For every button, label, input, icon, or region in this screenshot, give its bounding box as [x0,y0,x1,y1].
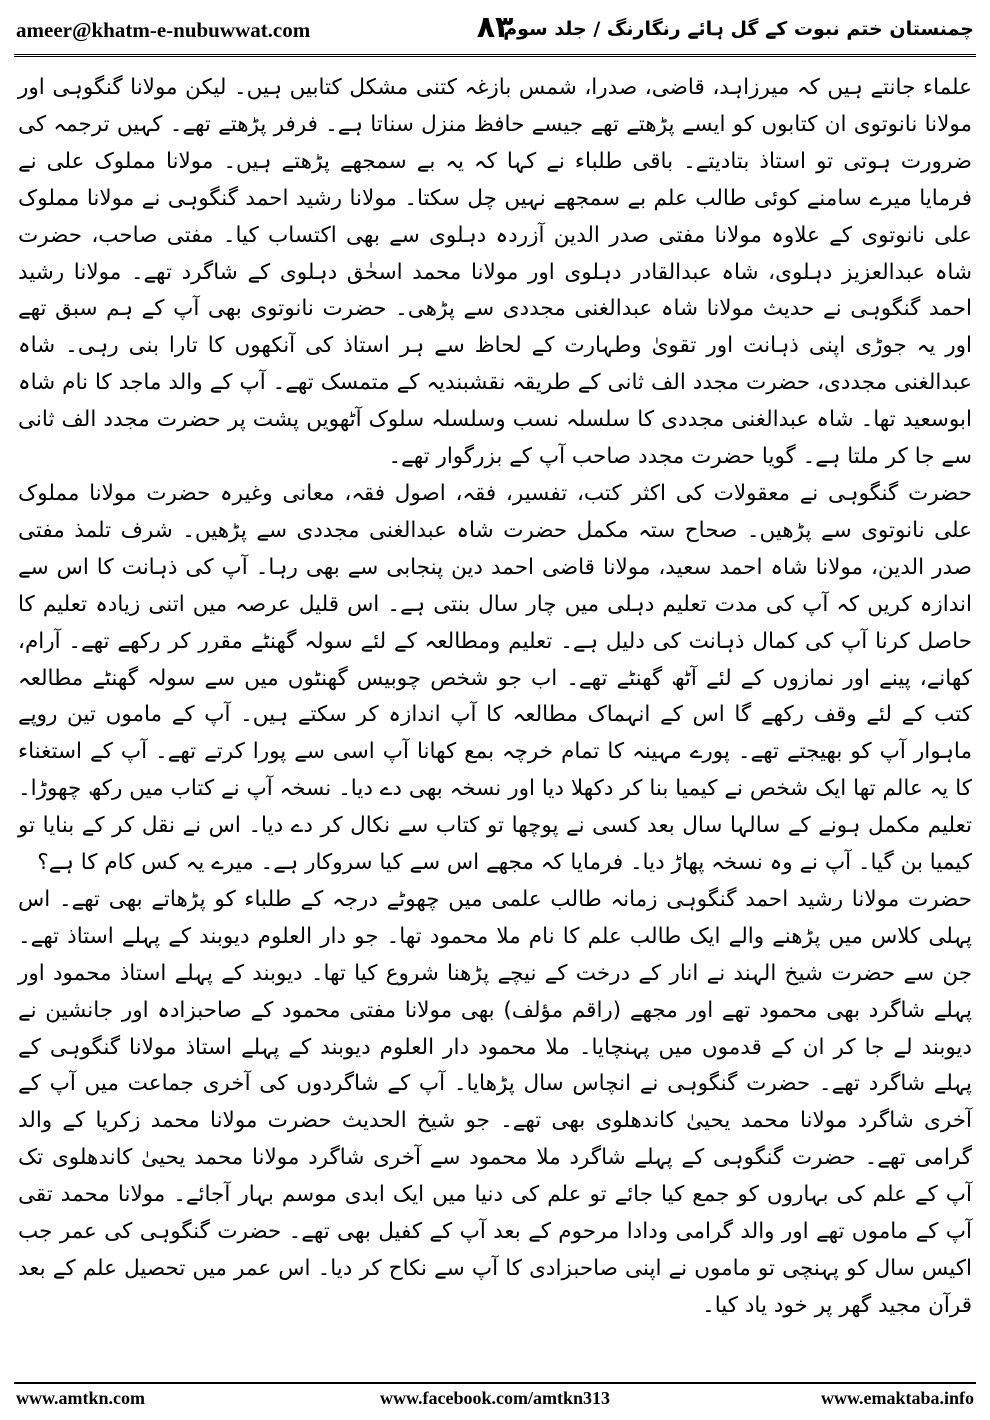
book-title: چمنستان ختم نبوت کے گل ہائے رنگارنگ / جلد سوم [503,18,974,40]
page-footer [14,1388,976,1412]
paragraph: علماء جانتے ہیں کہ میرزاہد، قاضی، صدرا، شمس بازغہ کتنی مشکل کتابیں ہیں۔ لیکن مولانا گنگوہی اور مولانا نانوتوی ان کتابوں کو ایسے پڑھتے تھے جیسے حافظ منزل سناتا ہے۔ فرفر پڑھتے تھے۔ کہیں ترجمہ کی ضرورت ہوتی تو استاذ بتادیتے۔ باقی طلباء نے کہا کہ یہ بے سمجھے پڑھتے ہیں۔ مولانا مملوک علی نے فرمایا میرے سامنے کوئی طالب علم بے سمجھے نہیں چل سکتا۔ مولانا رشید احمد گنگوہی نے مولانا مملوک علی نانوتوی کے علاوہ مولانا مفتی صدر الدین آزردہ دہلوی سے بھی اکتساب کیا۔ مفتی صاحب، حضرت شاہ عبدالعزیز دہلوی، شاہ عبدالقادر دہلوی اور مولانا محمد اسحٰق دہلوی کے شاگرد تھے۔ مولانا رشید احمد گنگوہی نے حدیث مولانا شاہ عبدالغنی مجددی سے پڑھی۔ حضرت نانوتوی بھی آپ کے ہم سبق تھے اور یہ جوڑی اپنی ذہانت اور تقویٰ وطہارت کے لحاظ سے ہر استاذ کی آنکھوں کا تارا بنی رہی۔ شاہ عبدالغنی مجددی، حضرت مجدد الف ثانی کے طریقہ نقشبندیہ کے متمسک تھے۔ آپ کے والد ماجد کا نام شاہ ابوسعید تھا۔ شاہ عبدالغنی مجددی کا سلسلہ نسب وسلسلہ سلوک آٹھویں پشت پر حضرت مجدد الف ثانی سے جا کر ملتا ہے۔ گویا حضرت مجدد صاحب آپ کے بزرگوار تھے۔ [18,75,972,470]
footer-link-emaktaba[interactable]: www.emaktaba.info [820,1388,974,1408]
header-email[interactable]: ameer@khatm-e-nubuwwat.com [16,18,311,42]
page-number: ۸۳ [476,10,514,45]
page-header [14,10,976,52]
header-divider [14,54,976,57]
paragraph: حضرت گنگوہی نے معقولات کی اکثر کتب، تفسیر، فقہ، اصول فقہ، معانی وغیرہ حضرت مولانا مملوک علی نانوتوی سے پڑھیں۔ صحاح ستہ مکمل حضرت شاہ عبدالغنی مجددی سے پڑھیں۔ شرف تلمذ مفتی صدر الدین، مولانا شاہ احمد سعید، مولانا قاضی احمد دین پنجابی سے بھی رہا۔ آپ کی ذہانت کا اس سے اندازہ کریں کہ آپ کی مدت تعلیم دہلی میں چار سال بنتی ہے۔ اس قلیل عرصہ میں اتنی زیادہ تعلیم کا حاصل کرنا آپ کی کمال ذہانت کی دلیل ہے۔ تعلیم ومطالعہ کے لئے سولہ گھنٹے مقرر کر رکھے تھے۔ آرام، کھانے، پینے اور نمازوں کے لئے آٹھ گھنٹے تھے۔ اب جو شخص چوبیس گھنٹوں میں سے سولہ گھنٹے مطالعہ کتب کے لئے وقف رکھے گا اس کے انہماک مطالعہ کا آپ اندازہ کر سکتے ہیں۔ آپ کے ماموں تین روپے ماہوار آپ کو بھیجتے تھے۔ پورے مہینہ کا تمام خرچہ بمع کھانا آپ اسی سے پورا کرتے تھے۔ آپ کے استغناء کا یہ عالم تھا ایک شخص نے کیمیا بنا کر دکھلا دیا اور نسخہ بھی دے دیا۔ نسخہ آپ نے کتاب میں رکھ چھوڑا۔ تعلیم مکمل ہونے کے سالہا سال بعد کسی نے پوچھا تو کتاب سے نکال کر دے دیا۔ اس نے نقل کر کے بنایا تو کیمیا بن گیا۔ آپ نے وہ نسخہ پھاڑ دیا۔ فرمایا کہ مجھے اس سے کیا سروکار ہے۔ میرے یہ کس کام کا ہے؟ [18,480,972,876]
footer-divider [14,1382,976,1384]
page-body [18,70,972,1325]
footer-link-amtkn[interactable]: www.amtkn.com [16,1388,145,1408]
book-page [14,10,976,1408]
footer-link-facebook[interactable]: www.facebook.com/amtkn313 [380,1388,610,1408]
paragraph: حضرت مولانا رشید احمد گنگوہی زمانہ طالب علمی میں چھوٹے درجہ کے طلباء کو پڑھاتے بھی تھے۔ اس پہلی کلاس میں پڑھنے والے ایک طالب علم کا نام ملا محمود تھا۔ جو دار العلوم دیوبند کے پہلے استاذ تھے۔ جن سے حضرت شیخ الہند نے انار کے درخت کے نیچے پڑھنا شروع کیا تھا۔ دیوبند کے پہلے استاذ محمود اور پہلے شاگرد بھی محمود تھے اور مجھے (راقم مؤلف) بھی مولانا مفتی محمود کے صاحبزادہ اور جانشین نے دیوبند لے جا کر ان کے قدموں میں پہنچایا۔ ملا محمود دار العلوم دیوبند کے پہلے استاذ مولانا گنگوہی کے پہلے شاگرد تھے۔ حضرت گنگوہی نے انچاس سال پڑھایا۔ آپ کے شاگردوں کی آخری جماعت میں آپ کے آخری شاگرد مولانا محمد یحییٰ کاندھلوی بھی تھے۔ جو شیخ الحدیث حضرت مولانا محمد زکریا کے والد گرامی تھے۔ حضرت گنگوہی کے پہلے شاگرد ملا محمود سے آخری شاگرد مولانا محمد یحییٰ کاندھلوی تک آپ کے علم کی بہاروں کو جمع کیا جائے تو علم کی دنیا میں ایک ابدی موسم بہار آجائے۔ مولانا محمد تقی آپ کے ماموں تھے اور والد گرامی ودادا مرحوم کے بعد آپ کے کفیل بھی تھے۔ حضرت گنگوہی کی عمر جب اکیس سال کو پہنچی تو ماموں نے اپنی صاحبزادی کا آپ سے نکاح کر دیا۔ اس عمر میں تحصیل علم کے بعد قرآن مجید گھر پر خود یاد کیا۔ [18,886,972,1318]
